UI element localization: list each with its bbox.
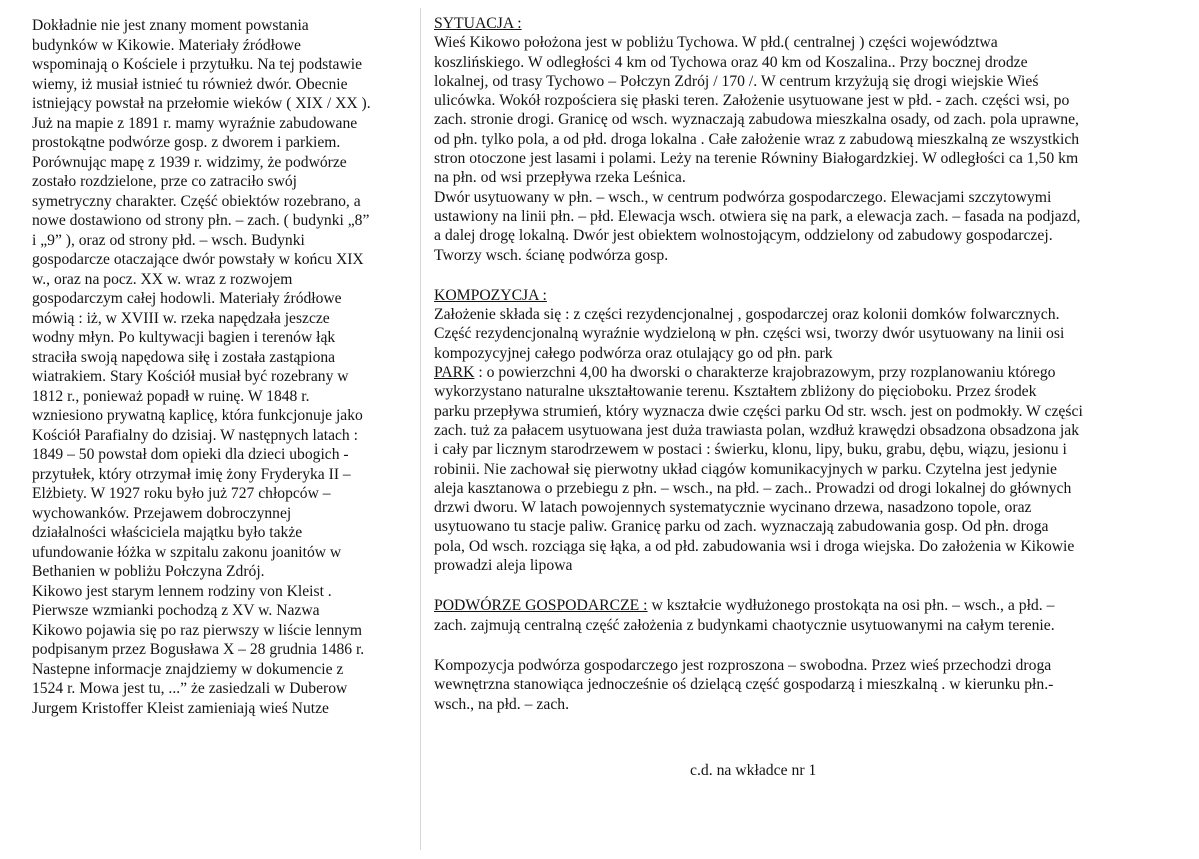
- history-line: istniejący powstał na przełomie wieków ( XIX / XX ).: [32, 95, 371, 112]
- history-line: symetryczny charakter. Część obiektów rozebrano, a: [32, 192, 361, 210]
- history-line: wiemy, iż musiał istnieć tu również dwór. Obecnie: [32, 75, 348, 93]
- composition-line: Kompozycja podwórza gospodarczego jest rozproszona – swobodna. Przez wieś przechodzi droga: [434, 656, 1052, 674]
- history-line: budynków w Kikowie. Materiały źródłowe: [32, 36, 301, 54]
- park-line: drzwi dworu. W latach powojennych systematycznie wycinano drzewa, nasadzono topole, oraz: [434, 499, 1032, 517]
- sytuacja-line: ulicówka. Wokół rozpościera się płaski teren. Założenie usytuowane jest w płd. - zach. części wsi, po: [434, 92, 1070, 110]
- history-line: Nastepne informacje znajdziemy w dokumencie z: [32, 660, 344, 678]
- park-label: PARK: [434, 364, 475, 382]
- sytuacja-line: ustawiony na linii płn. – płd. Elewacja wsch. otwiera się na park, a elewacja zach. – fasada na podjazd,: [434, 207, 1081, 225]
- sytuacja-line: a dalej drogę lokalną. Dwór jest obiektem wolnostojącym, oddzielony od zabudowy gospodarczej.: [434, 227, 1053, 245]
- kompozycja-text: [434, 305, 1194, 363]
- sytuacja-text: [434, 33, 1194, 265]
- sytuacja-line: Dwór usytuowany w płn. – wsch., w centrum podwórza gospodarczego. Elewacjami szczytowymi: [434, 188, 1052, 206]
- column-divider: [420, 8, 421, 850]
- sytuacja-line: stron otoczone jest lasami i polami. Leży na terenie Równiny Białogardzkiej. W odległości ca 1,50 km: [434, 150, 1079, 168]
- kompozycja-line: Część rezydencjonalną wyraźnie wydzieloną w płn. części wsi, tworzy dwór usytuowany na linii osi: [434, 325, 1065, 343]
- history-line: w., oraz na pocz. XX w. wraz z rozwojem: [32, 270, 293, 288]
- sytuacja-line: koszlińskiego. W odległości 4 km od Tychowa oraz 40 km od Koszalina.. Przy bocznej drodze: [434, 53, 1028, 71]
- history-line: gospodarczym całej hodowli. Materiały źródłowe: [32, 290, 342, 307]
- sytuacja-line: od płn. tylko pola, a od płd. droga lokalna . Całe założenie wraz z zabudową mieszkalną ze wszystkich: [434, 130, 1080, 148]
- description-column: [434, 14, 1194, 714]
- history-line: wspominają o Kościele i przytułku. Na tej podstawie: [32, 56, 362, 73]
- history-line: Kikowo pojawia się po raz pierwszy w liście lennym: [32, 621, 362, 639]
- park-line: prowadzi aleja lipowa: [434, 557, 573, 575]
- podworze-text: [434, 616, 1194, 635]
- history-column: [32, 16, 412, 718]
- podworze-first-line: w kształcie wydłużonego prostokąta na osi płn. – wsch., a płd. –: [647, 597, 1055, 615]
- history-line: wodny młyn. Po kultywacji bagien i terenów łąk: [32, 329, 336, 346]
- history-line: Dokładnie nie jest znany moment powstania: [32, 17, 309, 34]
- podworze-paragraph-start: [434, 596, 1194, 615]
- history-line: Bethanien w pobliżu Połczyna Zdrój.: [32, 563, 265, 580]
- park-line: pola, Od wsch. rozciąga się łąka, a od płd. zabudowania wsi i droga wiejska. Do założenia w Kikowie: [434, 537, 1075, 555]
- history-line: straciła swoją napędowa siłę i została zastąpiona: [32, 348, 336, 366]
- composition-line: wsch., na płd. – zach.: [434, 695, 570, 713]
- history-line: Kościół Parafialny do dzisiaj. W następnych latach :: [32, 426, 358, 444]
- kompozycja-line: Założenie składa się : z części rezydencjonalnej , gospodarczej oraz kolonii domków folwarcznych.: [434, 306, 1060, 324]
- composition-line: wewnętrzna stanowiąca jednocześnie oś dzielącą część gospodarzą i mieszkalną . w kierunku płn.-: [434, 676, 1054, 694]
- sytuacja-heading: SYTUACJA :: [434, 15, 522, 32]
- history-line: gospodarcze otaczające dwór powstały w końcu XIX: [32, 251, 364, 268]
- history-line: nowe dostawiono od strony płn. – zach. ( budynki „8”: [32, 212, 370, 229]
- composition-text: [434, 656, 1194, 714]
- podworze-heading: PODWÓRZE GOSPODARCZE :: [434, 597, 648, 615]
- history-line: wiatrakiem. Stary Kościół musiał być rozebrany w: [32, 368, 349, 385]
- history-line: przytułek, który otrzymał imię żony Fryderyka II –: [32, 465, 351, 483]
- park-line: robinii. Nie zachował się pierwotny układ ciągów komunikacyjnych w parku. Czytelna jest jedynie: [434, 460, 1057, 478]
- park-paragraph-start: [434, 363, 1194, 382]
- history-line: Kikowo jest starym lennem rodziny von Kleist .: [32, 582, 332, 600]
- history-line: Już na mapie z 1891 r. mamy wyraźnie zabudowane: [32, 114, 358, 132]
- history-line: wychowanków. Przejawem dobroczynnej: [32, 504, 292, 522]
- history-line: Pierwsze wzmianki pochodzą z XV w. Nazwa: [32, 602, 320, 619]
- park-line: usytuowano tu stacje paliw. Granicę parku od zach. wyznaczają zabudowania gosp. Od płn. droga: [434, 518, 1049, 536]
- kompozycja-heading: KOMPOZYCJA :: [434, 286, 547, 304]
- history-line: zostało rozdzielone, prze co zatraciło swój: [32, 173, 297, 190]
- history-line: 1849 – 50 powstał dom opieki dla dzieci ubogich -: [32, 446, 349, 463]
- kompozycja-line: kompozycyjnej całego podwórza oraz otulający go od płn. park: [434, 344, 833, 362]
- park-line: aleja kasztanowa o przebiegu z płn. – wsch., na płd. – zach.. Prowadzi od drogi lokalnej do głównych: [434, 479, 1072, 497]
- history-line: Porównując mapę z 1939 r. widzimy, że podwórze: [32, 153, 347, 171]
- history-line: mówią : iż, w XVIII w. rzeka napędzała jeszcze: [32, 309, 330, 327]
- sytuacja-line: lokalnej, od trasy Tychowo – Połczyn Zdrój / 170 /. W centrum krzyżują się drogi wiejskie Wieś: [434, 72, 1039, 90]
- park-line: i cały par licznym starodrzewem w postaci : świerku, klonu, lipy, buku, grabu, dębu, wiązu, jesionu i: [434, 441, 1067, 459]
- history-line: 1524 r. Mowa jest tu, ...” że zasiedzali w Duberow: [32, 680, 348, 697]
- park-line: parku przepływa strumień, który wyznacza dwie części parku Od str. wsch. jest on podmokły. W części: [434, 402, 1083, 420]
- history-line: Jurgem Kristoffer Kleist zamieniają wieś Nutze: [32, 699, 329, 717]
- sytuacja-line: Tworzy wsch. ścianę podwórza gosp.: [434, 246, 669, 264]
- park-text: [434, 382, 1194, 575]
- history-line: działalności właściciela majątku było także: [32, 524, 303, 541]
- park-line: zach. tuż za pałacem usytuowana jest duża trawiasta polan, wzdłuż krawędzi obsadzona obsadzona jak: [434, 421, 1080, 439]
- history-line: Elżbiety. W 1927 roku było już 727 chłopców –: [32, 485, 331, 502]
- park-line: wykorzystano naturalne ukształtowanie terenu. Kształtem zbliżony do pięcioboku. Przez środek: [434, 383, 1037, 401]
- history-line: i „9” ), oraz od strony płd. – wsch. Budynki: [32, 231, 305, 249]
- history-line: podpisanym przez Bogusława X – 28 grudnia 1486 r.: [32, 641, 365, 658]
- sytuacja-line: na płn. od wsi przepływa rzeka Leśnica.: [434, 169, 686, 187]
- park-first-line: : o powierzchni 4,00 ha dworski o charakterze krajobrazowym, przy rozplanowaniu którego: [474, 364, 1056, 382]
- history-line: ufundowanie łóżka w szpitalu zakonu joanitów w: [32, 543, 342, 561]
- sytuacja-line: zach. stronie drogi. Granicę od wsch. wyznaczają zabudowa mieszkalna osady, od zach. pola uprawne,: [434, 111, 1079, 129]
- history-line: wzniesiono prywatną kaplicę, która funkcjonuje jako: [32, 407, 363, 424]
- podworze-line: zach. zajmują centralną część założenia z budynkami chaotycznie usytuowanymi na całym terenie.: [434, 616, 1055, 634]
- continuation-note: c.d. na wkładce nr 1: [690, 762, 817, 779]
- history-line: 1812 r., ponieważ popadł w ruinę. W 1848 r.: [32, 387, 310, 405]
- history-line: prostokątne podwórze gosp. z dworem i parkiem.: [32, 134, 341, 151]
- sytuacja-line: Wieś Kikowo położona jest w pobliżu Tychowa. W płd.( centralnej ) części województwa: [434, 34, 998, 52]
